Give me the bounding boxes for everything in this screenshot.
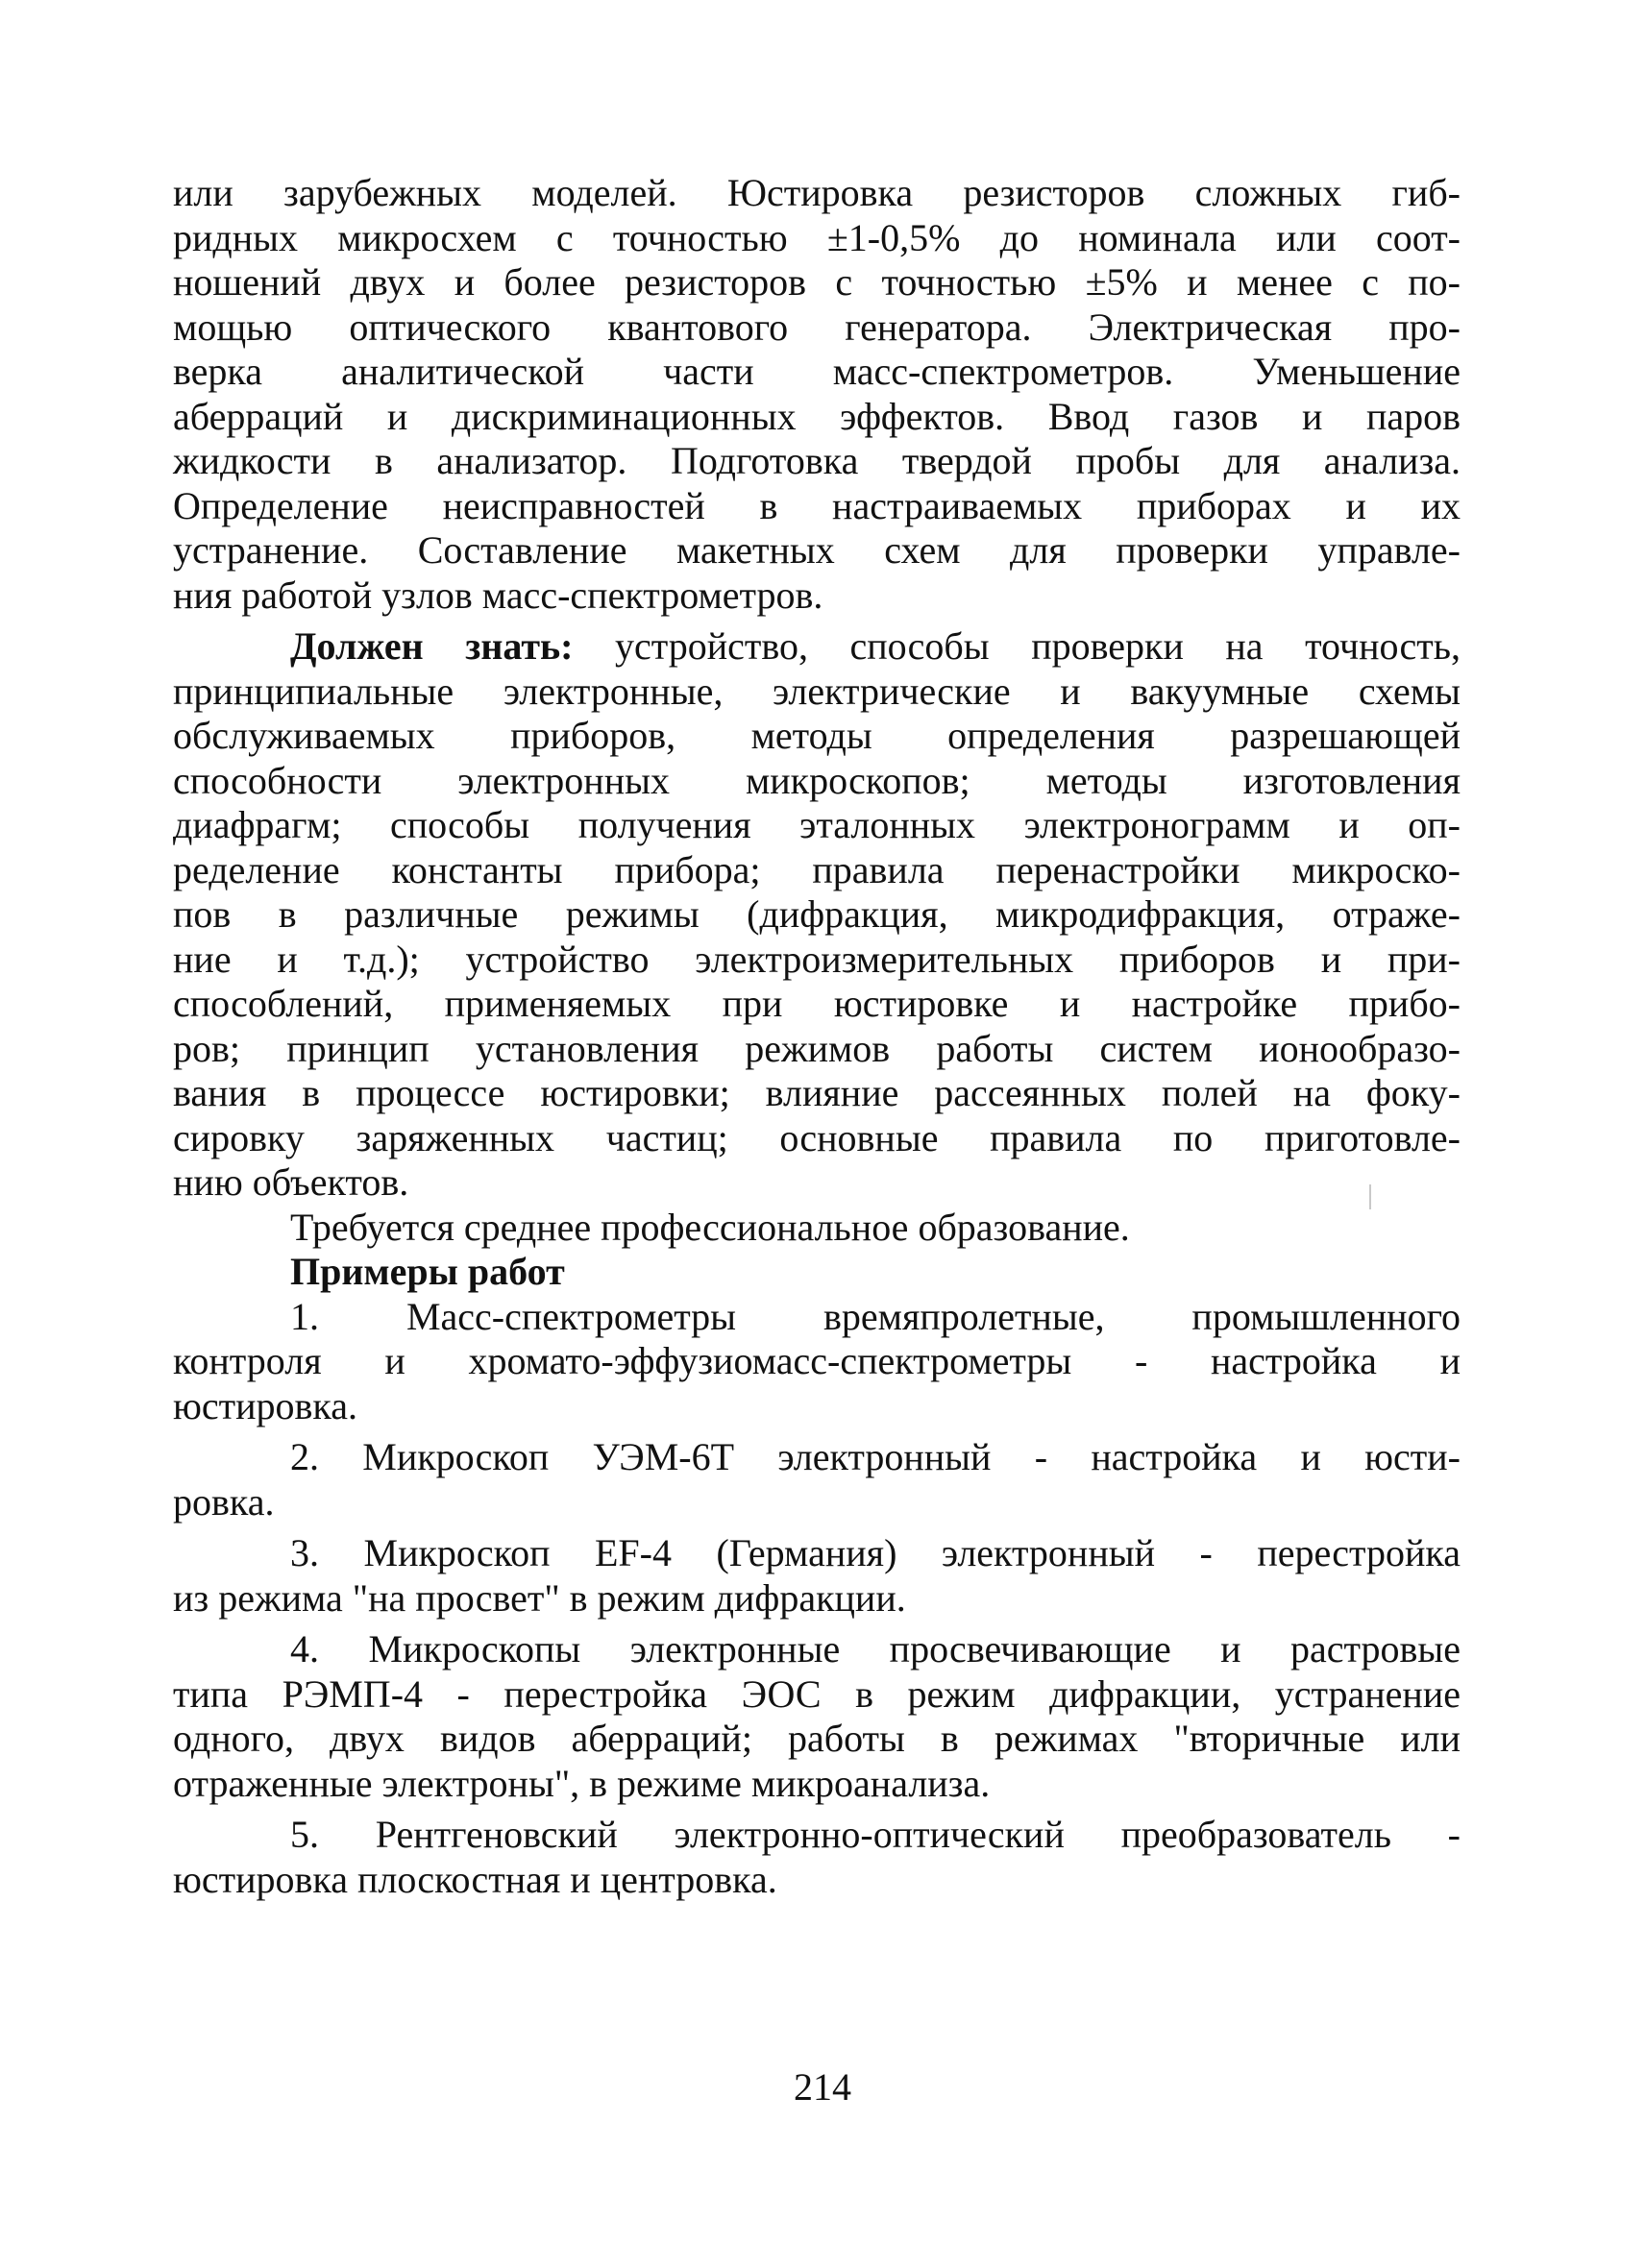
example-item (173, 1627, 1461, 1806)
text-line: юстировка. (173, 1383, 357, 1427)
text-line: ровка. (173, 1479, 275, 1524)
text-line: ние и т.д.); устройство электроизмерительных приборов и при- (173, 937, 1461, 981)
text-line: 5. Рентгеновский электронно-оптический преобразователь - (290, 1813, 1461, 1856)
text-line: верка аналитической части масс-спектрометров. Уменьшение (173, 350, 1461, 393)
text-line: ров; принцип установления режимов работы систем ионообразо- (173, 1026, 1461, 1070)
page-body (173, 171, 1461, 1902)
text-line: или зарубежных моделей. Юстировка резисторов сложных гиб- (173, 171, 1461, 214)
examples-list (173, 1295, 1461, 1903)
text-line: пов в различные режимы (дифракция, микродифракция, отраже- (173, 892, 1461, 936)
text-line: Определение неисправностей в настраиваемых приборах и их (173, 483, 1461, 527)
text-line: контроля и хромато-эффузиомасс-спектрометры - настройка и (173, 1339, 1461, 1382)
example-item (173, 1531, 1461, 1621)
text-line: обслуживаемых приборов, методы определения разрешающей (173, 714, 1461, 757)
text-line: способлений, применяемых при юстировке и настройке прибо- (173, 982, 1461, 1025)
text-line: отраженные электроны", в режиме микроанализа. (173, 1761, 991, 1805)
text-line: 3. Микроскоп EF-4 (Германия) электронный - перестройка (290, 1531, 1461, 1574)
text-line: нию объектов. (173, 1160, 409, 1204)
text-line: ределение константы прибора; правила перенастройки микроско- (173, 847, 1461, 891)
education-requirement: Требуется среднее профессиональное образование. (290, 1205, 1130, 1249)
text-line: типа РЭМП-4 - перестройка ЭОС в режим дифракции, устранение (173, 1671, 1461, 1716)
knowledge-first-line (173, 624, 1461, 670)
text-line: юстировка плоскостная и центровка. (173, 1857, 777, 1901)
text-line: сировку заряженных частиц; основные правила по приготовле- (173, 1115, 1461, 1159)
knowledge-first-line-text: устройство, способы проверки на точность, (573, 624, 1461, 668)
text-line: ния работой узлов масс-спектрометров. (173, 573, 823, 617)
text-line: диафрагм; способы получения эталонных электронограмм и оп- (173, 803, 1461, 846)
text-line: 2. Микроскоп УЭМ-6Т электронный - настройка и юсти- (290, 1435, 1461, 1478)
text-line: из режима "на просвет" в режим дифракции. (173, 1575, 906, 1620)
scan-mark (1369, 1184, 1371, 1209)
text-line: мощью оптического квантового генератора. Электрическая про- (173, 305, 1461, 349)
paragraph-tasks (173, 171, 1461, 618)
text-line: принципиальные электронные, электрические и вакуумные схемы (173, 669, 1461, 713)
text-line: ридных микросхем с точностью ±1-0,5% до номинала или соот- (173, 215, 1461, 259)
text-line: ношений двух и более резисторов с точностью ±5% и менее с по- (173, 260, 1461, 304)
text-line: 1. Масс-спектрометры времяпролетные, промышленного (290, 1294, 1461, 1338)
text-line: устранение. Составление макетных схем для проверки управле- (173, 528, 1461, 572)
text-line: жидкости в анализатор. Подготовка твердой пробы для анализа. (173, 439, 1461, 482)
example-item (173, 1435, 1461, 1524)
text-line: одного, двух видов аберраций; работы в режимах "вторичные или (173, 1717, 1461, 1760)
page-number: 214 (794, 2065, 851, 2109)
text-line: вания в процессе юстировки; влияние рассеянных полей на фоку- (173, 1071, 1461, 1114)
example-item (173, 1295, 1461, 1429)
text-line: аберраций и дискриминационных эффектов. Ввод газов и паров (173, 394, 1461, 438)
knowledge-label: Должен знать: (290, 624, 574, 668)
text-line: способности электронных микроскопов; методы изготовления (173, 758, 1461, 802)
paragraph-knowledge (173, 624, 1461, 1206)
text-line: 4. Микроскопы электронные просвечивающие и растровые (290, 1627, 1461, 1671)
example-item (173, 1813, 1461, 1902)
examples-heading: Примеры работ (290, 1250, 565, 1293)
